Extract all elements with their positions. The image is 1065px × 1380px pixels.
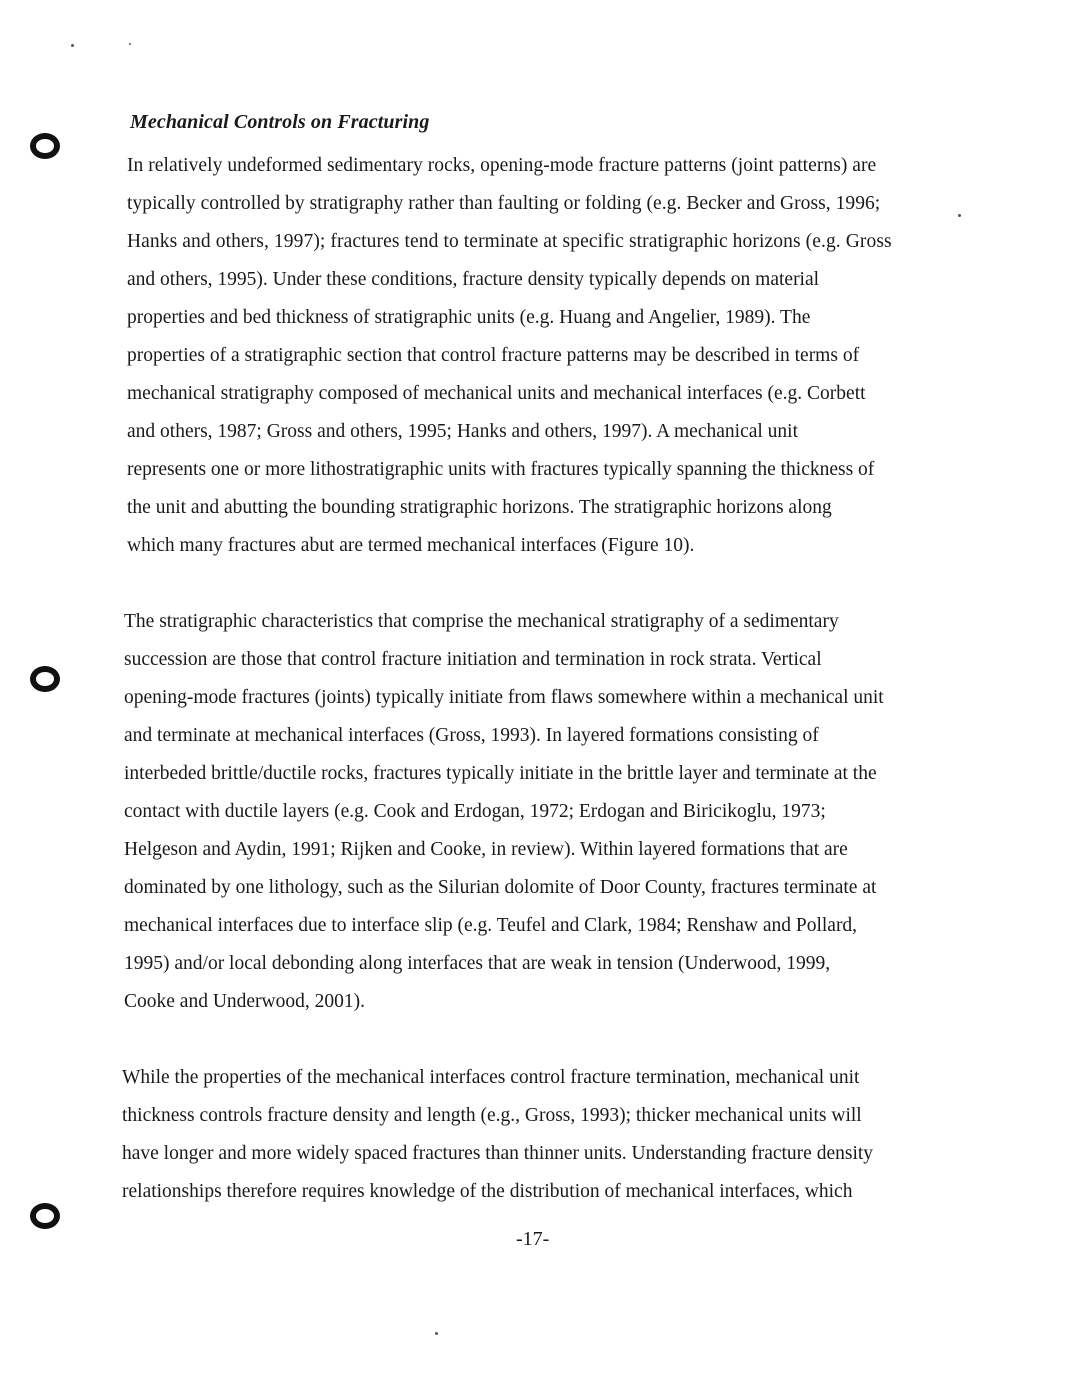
text-line: properties and bed thickness of stratigraphic units (e.g. Huang and Angelier, 1989). The	[127, 307, 811, 328]
text-line: opening-mode fractures (joints) typically initiate from flaws somewhere within a mechanical unit	[124, 687, 884, 708]
text-line: dominated by one lithology, such as the Silurian dolomite of Door County, fractures terminate at	[124, 877, 877, 898]
text-line: and others, 1987; Gross and others, 1995; Hanks and others, 1997). A mechanical unit	[127, 421, 799, 442]
paragraph-1	[127, 147, 957, 565]
text-line: represents one or more lithostratigraphic units with fractures typically spanning the thickness of	[127, 459, 875, 480]
text-line: relationships therefore requires knowledge of the distribution of mechanical interfaces, which	[122, 1181, 853, 1202]
text-line: and others, 1995). Under these conditions, fracture density typically depends on material	[127, 269, 820, 290]
punch-hole-top	[30, 133, 60, 159]
text-line: properties of a stratigraphic section that control fracture patterns may be described in terms of	[127, 345, 860, 366]
text-line: thickness controls fracture density and length (e.g., Gross, 1993); thicker mechanical units will	[122, 1105, 862, 1126]
page-number: -17-	[516, 1228, 550, 1250]
text-line: Hanks and others, 1997); fractures tend to terminate at specific stratigraphic horizons (e.g. Gross	[127, 231, 892, 252]
scan-speck	[435, 1332, 438, 1335]
text-line: succession are those that control fracture initiation and termination in rock strata. Vertical	[124, 649, 822, 670]
paragraph-2	[124, 603, 954, 1021]
scan-speck	[129, 43, 131, 45]
section-heading: Mechanical Controls on Fracturing	[130, 111, 430, 133]
text-line: While the properties of the mechanical interfaces control fracture termination, mechanical unit	[122, 1067, 860, 1088]
punch-hole-middle	[30, 666, 60, 692]
scan-speck	[958, 214, 961, 217]
text-line: Cooke and Underwood, 2001).	[124, 991, 365, 1012]
text-line: Helgeson and Aydin, 1991; Rijken and Cooke, in review). Within layered formations that are	[124, 839, 848, 860]
text-line: The stratigraphic characteristics that comprise the mechanical stratigraphy of a sedimentary	[124, 611, 839, 632]
scan-speck	[71, 44, 74, 47]
text-line: interbeded brittle/ductile rocks, fractures typically initiate in the brittle layer and terminate at the	[124, 763, 877, 784]
text-line: and terminate at mechanical interfaces (Gross, 1993). In layered formations consisting of	[124, 725, 819, 746]
text-line: mechanical stratigraphy composed of mechanical units and mechanical interfaces (e.g. Corbett	[127, 383, 866, 404]
text-line: mechanical interfaces due to interface slip (e.g. Teufel and Clark, 1984; Renshaw and Pollard,	[124, 915, 858, 936]
text-line: 1995) and/or local debonding along interfaces that are weak in tension (Underwood, 1999,	[124, 953, 831, 974]
paragraph-3	[122, 1059, 952, 1211]
text-line: the unit and abutting the bounding stratigraphic horizons. The stratigraphic horizons along	[127, 497, 832, 518]
text-line: typically controlled by stratigraphy rather than faulting or folding (e.g. Becker and Gross, 1996;	[127, 193, 881, 214]
text-line: which many fractures abut are termed mechanical interfaces (Figure 10).	[127, 535, 695, 556]
text-line: In relatively undeformed sedimentary rocks, opening-mode fracture patterns (joint patterns) are	[127, 155, 877, 176]
punch-hole-bottom	[30, 1203, 60, 1229]
text-line: contact with ductile layers (e.g. Cook and Erdogan, 1972; Erdogan and Biricikoglu, 1973;	[124, 801, 826, 822]
text-line: have longer and more widely spaced fractures than thinner units. Understanding fracture density	[122, 1143, 874, 1164]
